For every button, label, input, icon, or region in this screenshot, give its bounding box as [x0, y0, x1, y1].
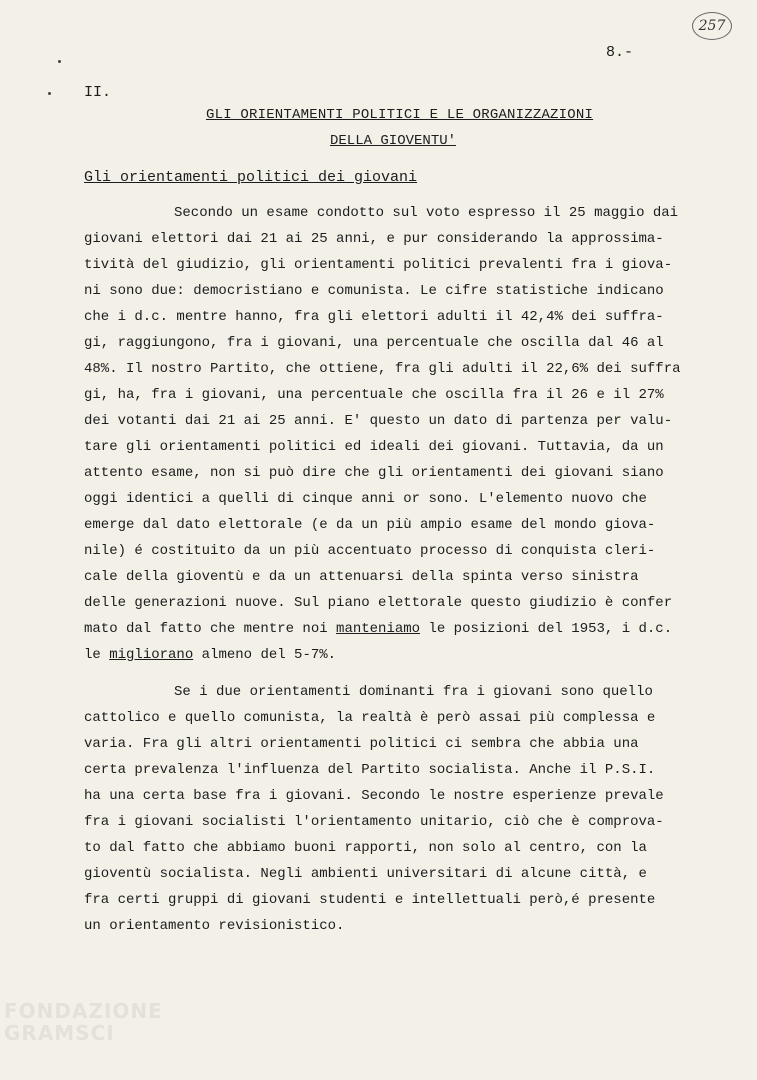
text-line: un orientamento revisionistico.: [84, 918, 345, 934]
text-line: fra i giovani socialisti l'orientamento unitario, ciò che è comprova-: [84, 814, 664, 830]
text-fragment: mato dal fatto che mentre noi: [84, 621, 337, 637]
text-line: to dal fatto che abbiamo buoni rapporti, non solo al centro, con la: [84, 840, 647, 856]
text-line: gi, ha, fra i giovani, una percentuale che oscilla fra il 26 e il 27%: [84, 387, 664, 403]
text-line: 48%. Il nostro Partito, che ottiene, fra gli adulti il 22,6% dei suffra: [84, 361, 681, 377]
text-line: ni sono due: democristiano e comunista. Le cifre statistiche indicano: [84, 283, 664, 299]
text-line: gi, raggiungono, fra i giovani, una percentuale che oscilla dal 46 al: [84, 335, 664, 351]
text-line: oggi identici a quelli di cinque anni or sono. L'elemento nuovo che: [84, 491, 647, 507]
page-number: 8.-: [606, 44, 634, 61]
text-line: gioventù socialista. Negli ambienti universitari di alcune città, e: [84, 866, 647, 882]
text-fragment: almeno del 5-7%.: [193, 647, 337, 663]
watermark-line2: GRAMSCI: [4, 1021, 115, 1045]
archive-stamp: 257: [692, 12, 732, 40]
text-line: giovani elettori dai 21 ai 25 anni, e pur considerando la approssima-: [84, 231, 664, 247]
watermark-logo: [4, 1000, 184, 1044]
margin-mark: [58, 60, 61, 63]
underlined-word: migliorano: [109, 647, 194, 663]
text-line: tare gli orientamenti politici ed ideali dei giovani. Tuttavia, da un: [84, 439, 664, 455]
text-line: Secondo un esame condotto sul voto espresso il 25 maggio dai: [174, 205, 679, 221]
underlined-word: manteniamo: [336, 621, 421, 637]
text-fragment: le: [84, 647, 110, 663]
watermark-line1: FONDAZIONE: [4, 999, 163, 1023]
text-line: fra certi gruppi di giovani studenti e intellettuali però,é presente: [84, 892, 656, 908]
text-line: delle generazioni nuove. Sul piano elettorale questo giudizio è confer: [84, 595, 673, 611]
body-text: [84, 200, 724, 939]
text-line: cale della gioventù e da un attenuarsi della spinta verso sinistra: [84, 569, 639, 585]
text-line: attento esame, non si può dire che gli orientamenti dei giovani siano: [84, 465, 664, 481]
text-line: emerge dal dato elettorale (e da un più ampio esame del mondo giova-: [84, 517, 656, 533]
text-line: certa prevalenza l'influenza del Partito socialista. Anche il P.S.I.: [84, 762, 656, 778]
section-number: II.: [84, 84, 112, 101]
text-line: cattolico e quello comunista, la realtà è però assai più complessa e: [84, 710, 656, 726]
text-line: ha una certa base fra i giovani. Secondo le nostre esperienze prevale: [84, 788, 664, 804]
text-line: Se i due orientamenti dominanti fra i giovani sono quello: [174, 684, 653, 700]
chapter-title-line2: DELLA GIOVENTU': [330, 133, 457, 149]
text-line: dei votanti dai 21 ai 25 anni. E' questo un dato di partenza per valu-: [84, 413, 673, 429]
text-fragment: le posizioni del 1953, i d.c.: [420, 621, 673, 637]
text-line: tività del giudizio, gli orientamenti politici prevalenti fra i giova-: [84, 257, 673, 273]
paragraph-gap: [84, 668, 724, 679]
margin-mark: [48, 92, 51, 95]
text-line: che i d.c. mentre hanno, fra gli elettori adulti il 42,4% dei suffra-: [84, 309, 664, 325]
text-line: [84, 642, 724, 668]
text-line: varia. Fra gli altri orientamenti politici ci sembra che abbia una: [84, 736, 639, 752]
subheading: Gli orientamenti politici dei giovani: [84, 169, 418, 186]
text-line: [84, 616, 724, 642]
chapter-title-line1: GLI ORIENTAMENTI POLITICI E LE ORGANIZZAZIONI: [206, 107, 594, 123]
text-line: nile) é costituito da un più accentuato processo di conquista cleri-: [84, 543, 656, 559]
